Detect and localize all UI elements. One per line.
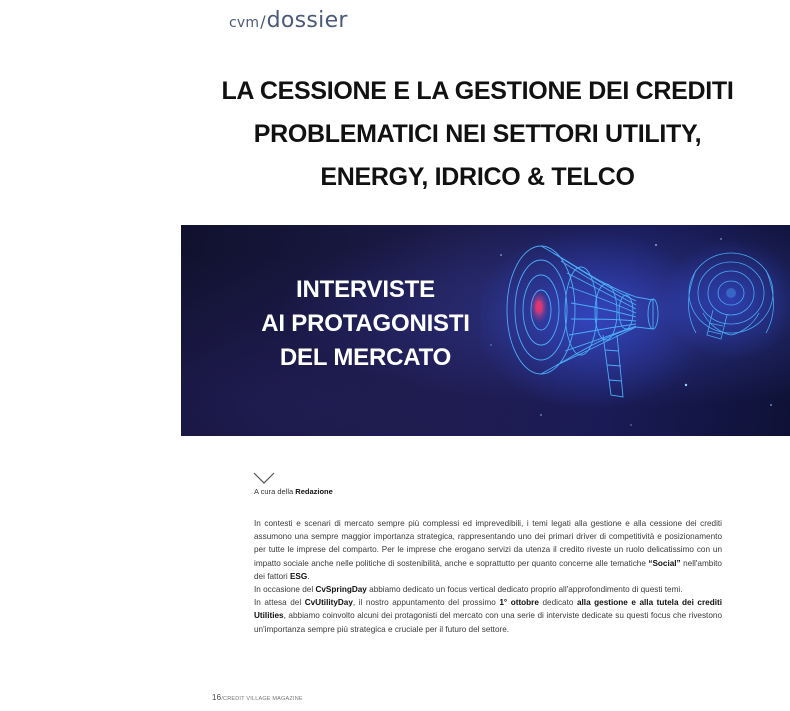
brand-slash: /	[260, 12, 266, 31]
paragraph-1	[254, 517, 722, 583]
page-number: 16	[212, 693, 222, 702]
paragraph-3-mid2: dedicato	[538, 598, 577, 608]
brand-section: dossier	[266, 8, 348, 33]
banner-illustration	[481, 225, 790, 436]
footer-slash: /	[221, 696, 224, 702]
title-line-1: LA CESSIONE E LA GESTIONE DEI CREDITI	[221, 77, 734, 105]
event-springday: CvSpringDay	[315, 585, 367, 595]
paragraph-3-pre: In attesa del	[254, 598, 305, 608]
chevron-down-icon	[253, 472, 275, 484]
esg-term: ESG	[289, 571, 308, 581]
banner-line-3: DEL MERCATO	[279, 344, 452, 371]
paragraph-2	[254, 583, 722, 596]
paragraph-2-post: abbiamo dedicato un focus vertical dedicato proprio all'approfondimento di questi temi.	[366, 585, 683, 595]
social-term: “Social”	[648, 558, 681, 568]
paragraph-2-pre: In occasione del	[254, 585, 316, 595]
banner-line-2: AI PROTAGONISTI	[261, 310, 470, 337]
banner-heading	[233, 273, 498, 375]
hero-banner	[181, 225, 790, 436]
banner-line-1: INTERVISTE	[296, 276, 435, 303]
event-topic: alla gestione e alla tutela dei crediti Utilities	[254, 598, 722, 621]
event-utilityday: CvUtilityDay	[304, 598, 353, 608]
brand-logo	[229, 10, 348, 32]
article-body	[254, 517, 722, 636]
paragraph-1-end: .	[307, 571, 310, 581]
title-line-3: ENERGY, IDRICO & TELCO	[320, 163, 635, 191]
byline-prefix: A cura della	[254, 487, 296, 496]
paragraph-3-post: , abbiamo coinvolto alcuni dei protagonisti del mercato con una serie di interviste dedicate su questi focus che rivestono un'importanza sempre più strategica e cruciale per il futuro del settore.	[254, 611, 722, 634]
event-date: 1° ottobre	[499, 598, 539, 608]
title-line-2: PROBLEMATICI NEI SETTORI UTILITY,	[253, 120, 702, 148]
page-footer	[212, 693, 303, 702]
brand-prefix: cvm	[229, 15, 260, 31]
paragraph-1-text: In contesti e scenari di mercato sempre più complessi ed imprevedibili, i temi legati alla gestione e alla cessione dei crediti assumono una sempre maggior importanza strategica, rappresentando uno dei primari driver di competitività e posizionamento per tutte le imprese del comparto. Per le imprese che erogano servizi da utenza il credito riveste un ruolo delicatissimo con un impatto sociale anche nelle politiche di sostenibilità, anche e soprattutto per quanto concerne alle tematiche	[254, 519, 722, 568]
paragraph-3-mid1: , il nostro appuntamento del prossimo	[352, 598, 500, 608]
byline	[254, 487, 333, 496]
publication-name: CREDIT VILLAGE MAGAZINE	[223, 696, 303, 702]
paragraph-3	[254, 596, 722, 636]
paragraph-1-mid: nell'ambito dei fattori	[254, 558, 722, 581]
article-title	[180, 70, 775, 199]
byline-author: Redazione	[295, 487, 333, 496]
